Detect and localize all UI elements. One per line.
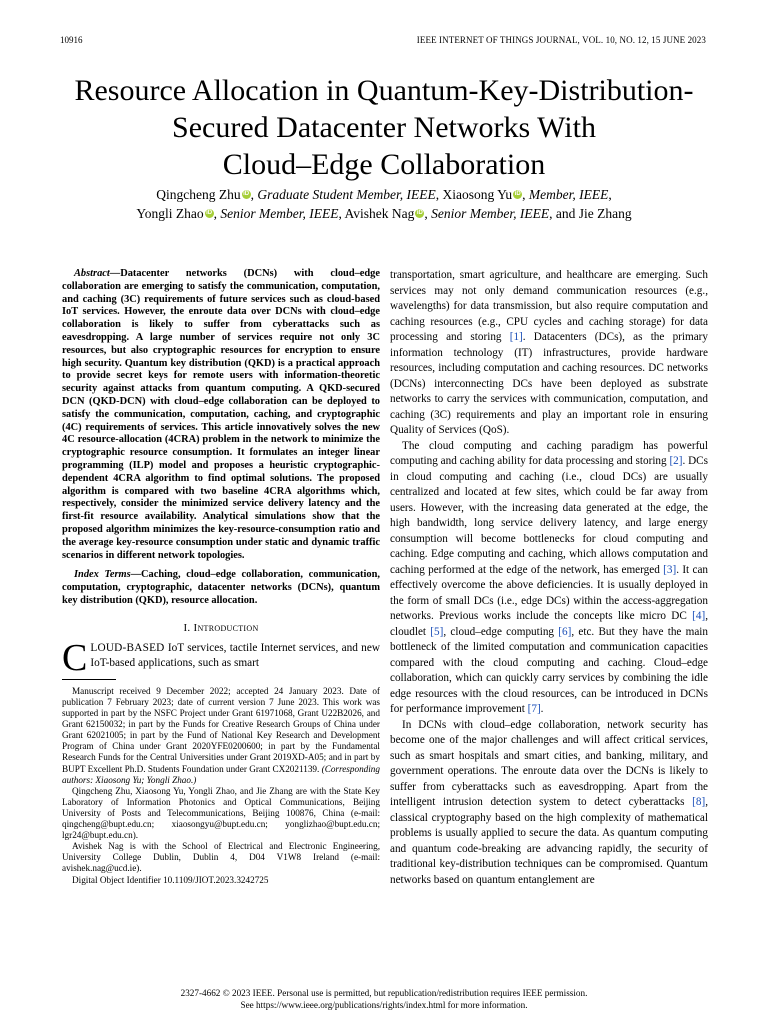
- author-membership: Senior Member, IEEE: [431, 206, 550, 221]
- footnote-affiliation-bupt: Qingcheng Zhu, Xiaosong Yu, Yongli Zhao, and Jie Zhang are with the State Key Laboratory of Information Photonics and Optical Communications, Beijing University of Posts and Telecommunications, Beijing 100876, China (e-mail: qingcheng@bupt.edu.cn; xiaosongyu@bupt.edu.cn; yonglizhao@bupt.edu.cn; lgr24@bupt.edu.cn).: [62, 785, 380, 841]
- author-membership: Member, IEEE: [528, 187, 609, 202]
- citation-link[interactable]: [3]: [663, 563, 677, 576]
- body-paragraph: The cloud computing and caching paradigm has powerful computing and caching ability for data processing and storing [2]. DCs in cloud computing and caching (i.e., cloud DCs) are usually centralized and located at few sites, which could be far away from users. However, with the increasing data generated at the edge, the high bandwidth, long service delivery latency, and large energy consumption will become bottlenecks for cloud computing and caching. Edge computing and caching, which allows computation and caching performed at the edge of the network, has emerged [3]. It can effectively overcome the above deficiencies. It is usually deployed in the form of small DCs (i.e., edge DCs) within the access-aggregation networks. Previous works include the concepts like micro DC [4], cloudlet [5], cloud–edge computing [6], etc. But they have the main bottleneck of the limited computation and communication capacities compared with the cloud computing and caching. Cloud–edge collaboration, which can quickly carry services by combining the idle edge resources with the cloud resources, can be introduced in DCNs for performance improvement [7].: [390, 439, 709, 715]
- citation-link[interactable]: [7]: [527, 703, 541, 715]
- author-line-2: Yongli Zhao iD , Senior Member, IEEE, Avishek Nag iD , Senior Member, IEEE, and Jie Zhang: [136, 206, 632, 221]
- title-line-2: Secured Datacenter Networks With: [172, 111, 596, 144]
- copyright-line: 2327-4662 © 2023 IEEE. Personal use is permitted, but republication/redistribution requires IEEE permission.: [180, 988, 588, 998]
- abstract-label: Abstract: [74, 268, 110, 279]
- author-list: [40, 185, 728, 223]
- rights-line: See https://www.ieee.org/publications/rights/index.html for more information.: [240, 999, 528, 1010]
- citation-link[interactable]: [1]: [509, 331, 523, 343]
- author-name: Yongli Zhao: [136, 206, 204, 221]
- abstract-text: —Datacenter networks (DCNs) with cloud–edge collaboration are emerging to satisfy the communication, computation, and caching (3C) requirements of future services such as cloud-based IoT services. However, the enroute data over DCNs with cloud–edge collaboration is likely to suffer from cyberattacks such as eavesdropping. A large number of services require not only 3C resources, but also cryptographic resources for encryption to ensure high security. Quantum key distribution (QKD) is a practical approach to provide secret keys for remote users with information-theoretic security against attacks from quantum computing. A QKD-secured DCN (QKD-DCN) with cloud–edge collaboration can be deployed to satisfy the communication, computation, caching, and cryptographic (4C) requirements of services. This article innovatively solves the new 4C resource-allocation (4CRA) problem in the network to minimize the cryptographic resource consumption. It formulates an integer linear programming (ILP) model and proposes a heuristic cryptographic-dependent 4CRA algorithm to find optimal solutions. The proposed algorithm is compared with two baseline 4CRA algorithms which, respectively, consider the minimized service delivery latency and the first-fit resource availability. Analytical simulations show that the proposed algorithm minimizes the key-resource-consumption ratio and the average key-resource consumption under static and dynamic traffic scenarios in different network topologies.: [62, 268, 380, 561]
- orcid-icon[interactable]: iD: [206, 210, 213, 216]
- citation-link[interactable]: [2]: [669, 455, 683, 467]
- abstract: [62, 268, 380, 562]
- index-terms: [62, 569, 380, 607]
- paper-title: [40, 72, 728, 183]
- left-column: [62, 268, 380, 886]
- body-paragraph: transportation, smart agriculture, and healthcare are emerging. Such services may not only demand communication resources (e.g., wavelengths) for data transmission, but also require computation and caching resources (e.g., CPU cycles and caching storage) for data processing and storing [1]. Datacenters (DCs), as the primary information technology (IT) infrastructures, provide hardware resources, including computation and caching resources. DC networks (DCNs) interconnecting DCs have been deployed as substrate networks to carry the services with communication, computation, and caching (3C) requirements and play an important role in ensuring Quality of Services (QoS).: [390, 269, 709, 436]
- citation-link[interactable]: [5]: [430, 625, 444, 638]
- citation-link[interactable]: [4]: [692, 610, 706, 622]
- right-column: [390, 268, 708, 888]
- author-membership: Graduate Student Member, IEEE: [257, 187, 436, 202]
- page-number: 10916: [60, 35, 83, 45]
- author-name: Avishek Nag: [344, 206, 415, 221]
- author-line-1: Qingcheng Zhu iD , Graduate Student Member, IEEE, Xiaosong Yu iD , Member, IEEE,: [156, 187, 612, 202]
- section-heading: I. Introduction: [183, 621, 259, 634]
- author-membership: Senior Member, IEEE: [220, 206, 339, 221]
- author-name: Xiaosong Yu: [442, 187, 513, 202]
- drop-cap: C: [62, 636, 88, 679]
- orcid-icon[interactable]: iD: [514, 191, 521, 197]
- citation-link[interactable]: [8]: [692, 796, 706, 808]
- title-line-3: Cloud–Edge Collaboration: [222, 148, 546, 181]
- running-header: IEEE INTERNET OF THINGS JOURNAL, VOL. 10, NO. 12, 15 JUNE 2023: [416, 35, 706, 45]
- intro-paragraph: CLOUD-BASED IoT services, tactile Internet services, and new IoT-based applications, such as smart: [62, 636, 380, 679]
- body-paragraph: In DCNs with cloud–edge collaboration, network security has become one of the major challenges and will affect critical services, such as smart hospitals and smart cities, and banking, military, and government operations. The enroute data over the DCNs is likely to suffer from cyberattacks such as eavesdropping. Apart from the intelligent intrusion detection system to detect cyberattacks [8], classical cryptography based on the high complexity of mathematical problems is usually applied to secure the data. As quantum computing and quantum code-breaking are advancing rapidly, the security of traditional key-distribution techniques can be compromised. Quantum networks based on quantum entanglement are: [390, 718, 708, 886]
- author-name: Qingcheng Zhu: [156, 187, 241, 202]
- footnote-doi: Digital Object Identifier 10.1109/JIOT.2023.3242725: [72, 874, 269, 885]
- copyright-footer: [40, 988, 728, 1011]
- author-name: Jie Zhang: [578, 206, 632, 221]
- footnote-divider: [62, 679, 116, 680]
- orcid-icon[interactable]: iD: [416, 210, 423, 216]
- footnote-affiliation-ucd: Avishek Nag is with the School of Electrical and Electronic Engineering, University College Dublin, Dublin 4, D04 V1W8 Ireland (e-mail: avishek.nag@ucd.ie).: [62, 841, 380, 874]
- citation-link[interactable]: [6]: [558, 625, 572, 638]
- orcid-icon[interactable]: iD: [243, 191, 250, 197]
- index-terms-label: Index Terms: [74, 569, 131, 581]
- index-terms-text: —Caching, cloud–edge collaboration, communication, computation, cryptographic, datacenter networks (DCNs), quantum key distribution (QKD), resource allocation.: [62, 569, 380, 606]
- footnote-manuscript: Manuscript received 9 December 2022; accepted 24 January 2023. Date of publication 7 February 2023; date of current version 7 June 2023. This work was supported in part by the NSFC Project under Grant 61971068, Grant U22B2026, and Grant 62150032; in part by the Funds for Creative Research Groups of China under Grant 62021005; in part by the Fund of National Key Research and Development Program of China under Grant 2020YFE0200600; in part by the Fundamental Research Funds for the Central Universities under Grant 2019XD-A05; and in part by BUPT Excellent Ph.D. Students Foundation under Grant CX2021139. (Corresponding authors: Xiaosong Yu; Yongli Zhao.): [62, 685, 380, 785]
- title-line-1: Resource Allocation in Quantum-Key-Distribution-: [74, 74, 694, 107]
